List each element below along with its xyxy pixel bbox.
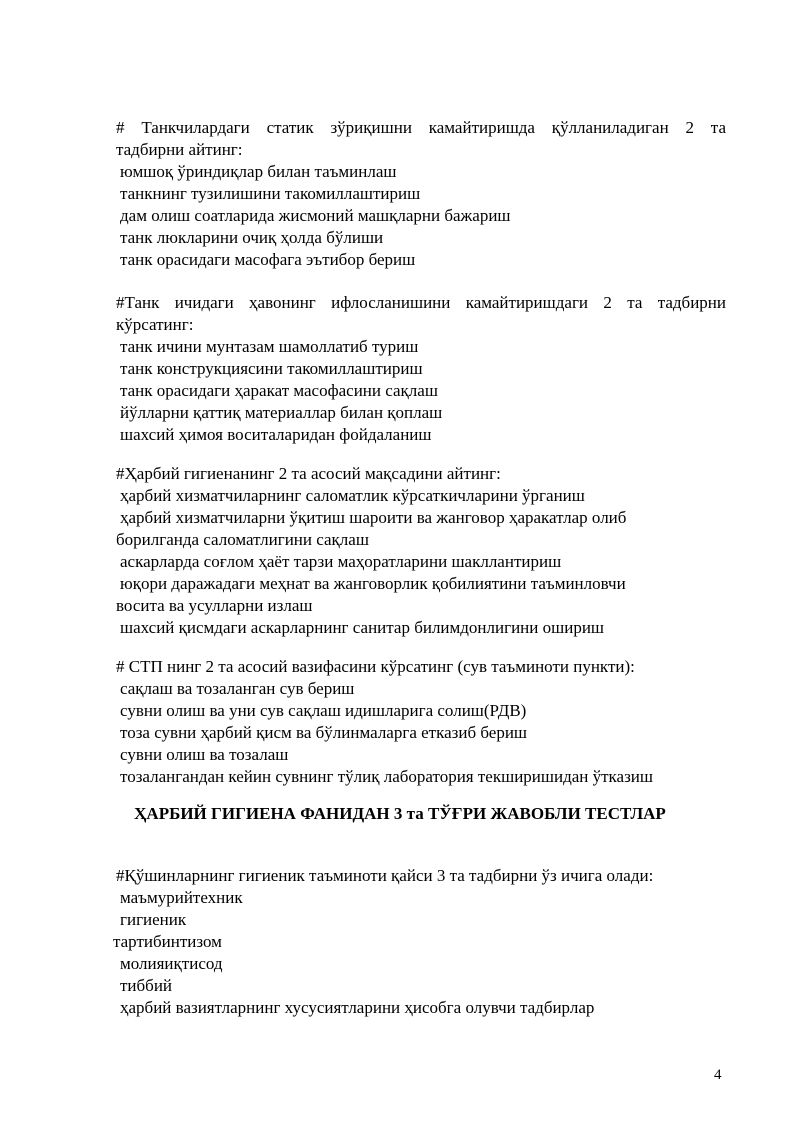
- answer-option: сақлаш ва тозаланган сув бериш: [120, 679, 355, 698]
- question-block-1: [116, 117, 726, 271]
- answer-option: танк орасидаги ҳаракат масофасини сақлаш: [120, 381, 438, 400]
- answer-option: танкнинг тузилишини такомиллаштириш: [120, 184, 421, 203]
- answer-option: юмшоқ ўриндиқлар билан таъминлаш: [120, 162, 397, 181]
- answer-option: сувни олиш ва уни сув сақлаш идишларига солиш(РДВ): [120, 701, 527, 720]
- answer-option: дам олиш соатларида жисмоний машқларни бажариш: [120, 206, 511, 225]
- question-text: #Танк ичидаги ҳавонинг ифлосланишини камайтиришдаги 2 та тадбирни: [116, 293, 726, 312]
- answer-option: танк орасидаги масофага эътибор бериш: [120, 250, 416, 269]
- question-text: #Қўшинларнинг гигиеник таъминоти қайси 3 та тадбирни ўз ичига олади:: [116, 866, 654, 885]
- answer-option: тиббий: [120, 976, 173, 995]
- answer-option: гигиеник: [120, 910, 187, 929]
- answer-option: молияиқтисод: [120, 954, 223, 973]
- section-heading: ҲАРБИЙ ГИГИЕНА ФАНИДАН 3 та ТЎҒРИ ЖАВОБЛИ ТЕСТЛАР: [134, 804, 666, 823]
- question-text-continued: кўрсатинг:: [116, 315, 194, 334]
- answer-option: танк ичини мунтазам шамоллатиб туриш: [120, 337, 419, 356]
- question-text: # СТП нинг 2 та асосий вазифасини кўрсатинг (сув таъминоти пункти):: [116, 657, 635, 676]
- page-number: 4: [714, 1067, 722, 1083]
- answer-option: шахсий ҳимоя воситаларидан фойдаланиш: [120, 425, 432, 444]
- question-block-5: [113, 865, 726, 1019]
- answer-option: сувни олиш ва тозалаш: [120, 745, 289, 764]
- answer-option: танк люкларини очиқ ҳолда бўлиши: [120, 228, 384, 247]
- question-text: # Танкчилардаги статик зўриқишни камайтиришда қўлланиладиган 2 та: [116, 118, 726, 137]
- question-text: #Ҳарбий гигиенанинг 2 та асосий мақсадини айтинг:: [116, 464, 501, 483]
- answer-option-continued: восита ва усулларни излаш: [116, 596, 313, 615]
- answer-option: тозалангандан кейин сувнинг тўлиқ лаборатория текширишидан ўтказиш: [120, 767, 653, 786]
- answer-option: тартибинтизом: [113, 932, 222, 951]
- answer-option: юқори даражадаги меҳнат ва жанговорлик қобилиятини таъминловчи: [120, 574, 626, 593]
- answer-option: шахсий қисмдаги аскарларнинг санитар билимдонлигини ошириш: [120, 618, 605, 637]
- answer-option: ҳарбий вазиятларнинг хусусиятларини ҳисобга олувчи тадбирлар: [120, 998, 595, 1017]
- question-block-4: [116, 656, 726, 788]
- answer-option: тоза сувни ҳарбий қисм ва бўлинмаларга етказиб бериш: [120, 723, 528, 742]
- answer-option-continued: борилганда саломатлигини сақлаш: [116, 530, 369, 549]
- question-text-continued: тадбирни айтинг:: [116, 140, 243, 159]
- answer-option: танк конструкциясини такомиллаштириш: [120, 359, 423, 378]
- answer-option: ҳарбий хизматчиларни ўқитиш шароити ва жанговор ҳаракатлар олиб: [120, 508, 627, 527]
- answer-option: маъмурийтехник: [120, 888, 243, 907]
- question-block-3: [116, 463, 726, 639]
- answer-option: йўлларни қаттиқ материаллар билан қоплаш: [120, 403, 443, 422]
- question-block-2: [116, 292, 726, 446]
- answer-option: ҳарбий хизматчиларнинг саломатлик кўрсаткичларини ўрганиш: [120, 486, 585, 505]
- answer-option: аскарларда соғлом ҳаёт тарзи маҳоратларини шакллантириш: [120, 552, 562, 571]
